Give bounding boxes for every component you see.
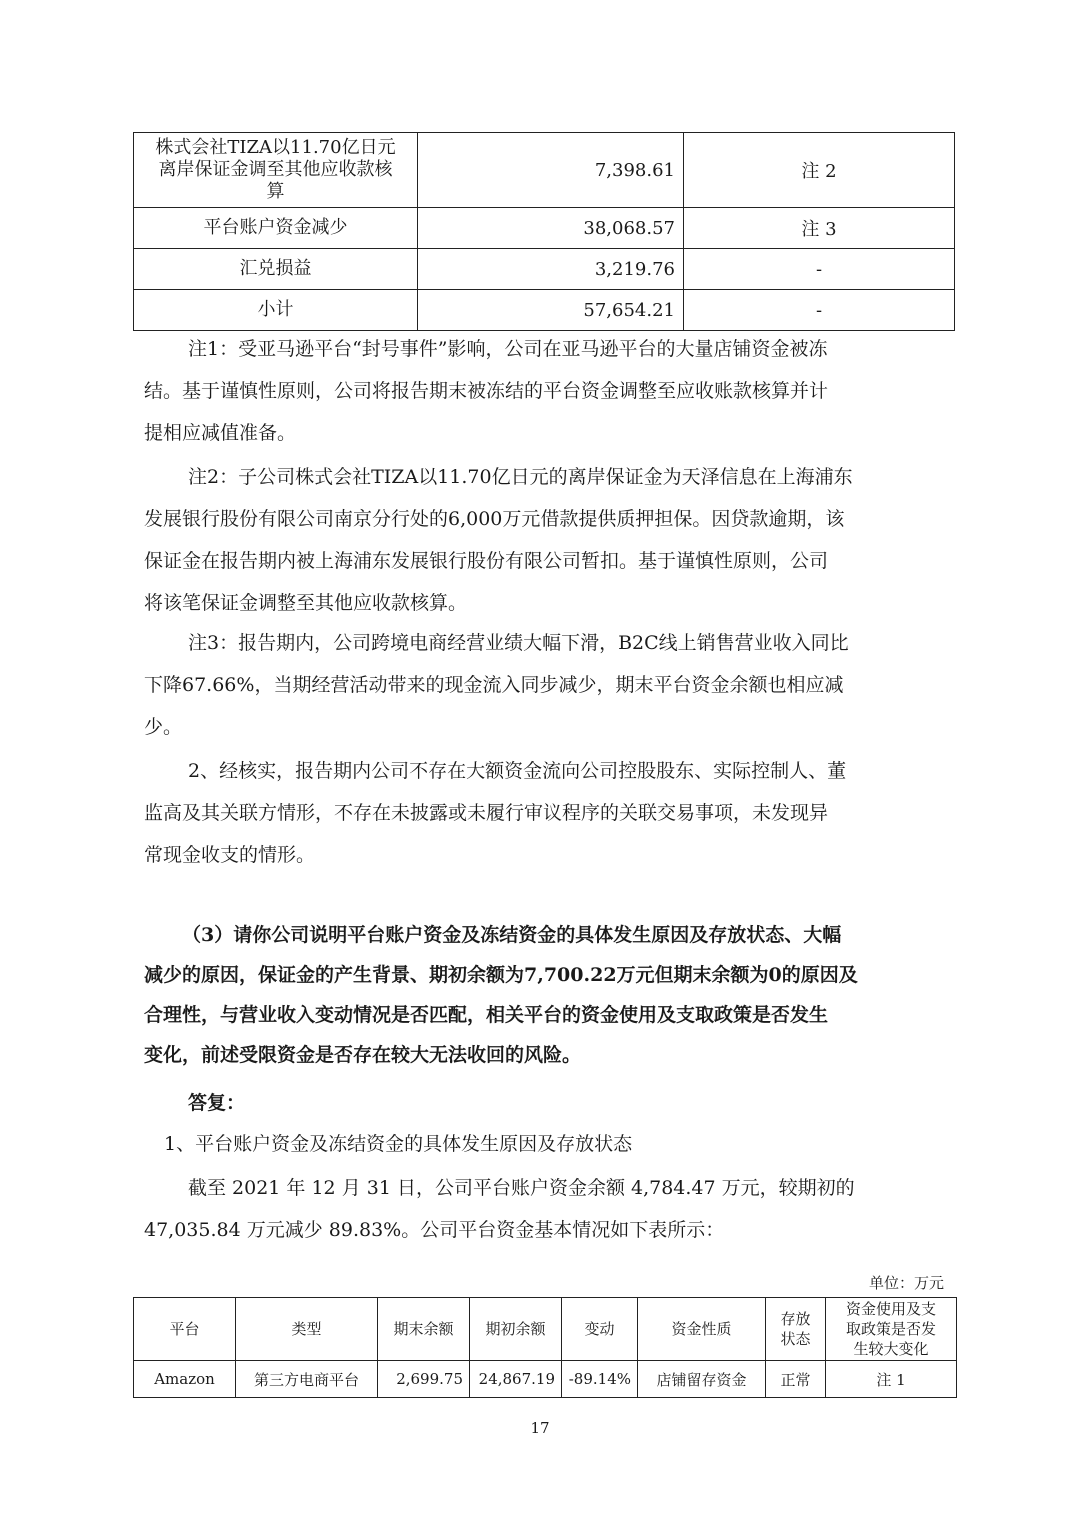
table-cell-amount: 7,398.61: [418, 133, 684, 208]
text-line: 截至 2021 年 12 月 31 日，公司平台账户资金余额 4,784.47 万元，较期初的: [188, 1177, 855, 1199]
header-cell: [766, 1298, 826, 1361]
header-cell: 期初余额: [470, 1298, 562, 1361]
text-line: 注3：报告期内，公司跨境电商经营业绩大幅下滑，B2C线上销售营业收入同比: [188, 632, 849, 654]
text-line: 注1：受亚马逊平台“封号事件”影响，公司在亚马逊平台的大量店铺资金被冻: [188, 338, 828, 360]
text-line: 发展银行股份有限公司南京分行处的6,000万元借款提供质押担保。因贷款逾期，该: [144, 508, 845, 530]
table-cell-amount: 57,654.21: [418, 290, 684, 331]
table-cell: 第三方电商平台: [236, 1361, 378, 1398]
table-cell: -89.14%: [562, 1361, 638, 1398]
cell-line: 取政策是否发: [845, 1320, 936, 1338]
verification-statement: [144, 750, 944, 876]
text-line: 47,035.84 万元减少 89.83%。公司平台资金基本情况如下表所示：: [144, 1219, 725, 1241]
header-cell: 变动: [562, 1298, 638, 1361]
table-cell-item: 平台账户资金减少: [134, 208, 418, 249]
table-row: [134, 290, 955, 331]
table-cell: 正常: [766, 1361, 826, 1398]
table-cell-item: [134, 133, 418, 208]
table-cell-note: 注 2: [684, 133, 955, 208]
table-row: [134, 208, 955, 249]
text-line: 少。: [144, 716, 183, 738]
header-cell: [826, 1298, 957, 1361]
cell-line: 资金使用及支: [845, 1300, 936, 1318]
cell-line: 存放: [780, 1310, 811, 1328]
page-number: 17: [530, 1419, 550, 1437]
header-cell: 平台: [134, 1298, 236, 1361]
text-line: 答复：: [188, 1092, 246, 1114]
text-line: 1、平台账户资金及冻结资金的具体发生原因及存放状态: [164, 1133, 633, 1155]
text-line: （3）请你公司说明平台账户资金及冻结资金的具体发生原因及存放状态、大幅: [182, 924, 842, 946]
text-line: 减少的原因，保证金的产生背景、期初余额为7,700.22万元但期末余额为0的原因及: [144, 964, 858, 986]
note-2: [144, 456, 944, 624]
cell-line: 离岸保证金调至其他应收款核: [158, 159, 393, 180]
table-row: [134, 133, 955, 208]
table-cell: 24,867.19: [470, 1361, 562, 1398]
table-row: [134, 249, 955, 290]
answer-label: [144, 1082, 944, 1124]
text-line: 下降67.66%，当期经营活动带来的现金流入同步减少，期末平台资金余额也相应减: [144, 674, 844, 696]
table-header-row: [134, 1298, 957, 1361]
table-cell-note: -: [684, 290, 955, 331]
text-line: 监高及其关联方情形，不存在未披露或未履行审议程序的关联交易事项，未发现异: [144, 802, 829, 824]
note-1: [144, 328, 944, 454]
text-line: 注2：子公司株式会社TIZA以11.70亿日元的离岸保证金为天泽信息在上海浦东: [188, 466, 853, 488]
unit-label: 单位：万元: [868, 1274, 944, 1292]
table-row: [134, 1361, 957, 1398]
text-line: 提相应减值准备。: [144, 422, 297, 444]
text-line: 保证金在报告期内被上海浦东发展银行股份有限公司暂扣。基于谨慎性原则，公司: [144, 550, 829, 572]
answer-text: [144, 1167, 944, 1251]
header-cell: 期末余额: [378, 1298, 470, 1361]
table-cell-amount: 3,219.76: [418, 249, 684, 290]
table-cell-item: 小计: [134, 290, 418, 331]
table-cell-note: -: [684, 249, 955, 290]
text-line: 结。基于谨慎性原则，公司将报告期末被冻结的平台资金调整至应收账款核算并计: [144, 380, 829, 402]
table-cell: Amazon: [134, 1361, 236, 1398]
text-line: 2、经核实，报告期内公司不存在大额资金流向公司控股股东、实际控制人、董: [188, 760, 847, 782]
table-cell-item: 汇兑损益: [134, 249, 418, 290]
platform-funds-table: [133, 1297, 957, 1398]
header-cell: 类型: [236, 1298, 378, 1361]
text-line: 变化，前述受限资金是否存在较大无法收回的风险。: [144, 1044, 582, 1066]
text-line: 常现金收支的情形。: [144, 844, 316, 866]
table-cell-amount: 38,068.57: [418, 208, 684, 249]
cell-line: 状态: [780, 1330, 811, 1348]
table-cell: 店铺留存资金: [638, 1361, 766, 1398]
table-cell: 2,699.75: [378, 1361, 470, 1398]
question-3: [144, 915, 944, 1075]
note-3: [144, 622, 944, 748]
table-cell: 注 1: [826, 1361, 957, 1398]
cell-line: 算: [266, 181, 285, 202]
cell-line: 株式会社TIZA以11.70亿日元: [155, 137, 396, 158]
table-cell-note: 注 3: [684, 208, 955, 249]
text-line: 将该笔保证金调整至其他应收款核算。: [144, 592, 468, 614]
cell-line: 生较大变化: [853, 1340, 929, 1358]
header-cell: 资金性质: [638, 1298, 766, 1361]
text-line: 合理性，与营业收入变动情况是否匹配，相关平台的资金使用及支取政策是否发生: [144, 1004, 829, 1026]
adjustment-table: [133, 132, 955, 331]
answer-item-1: [144, 1123, 944, 1165]
